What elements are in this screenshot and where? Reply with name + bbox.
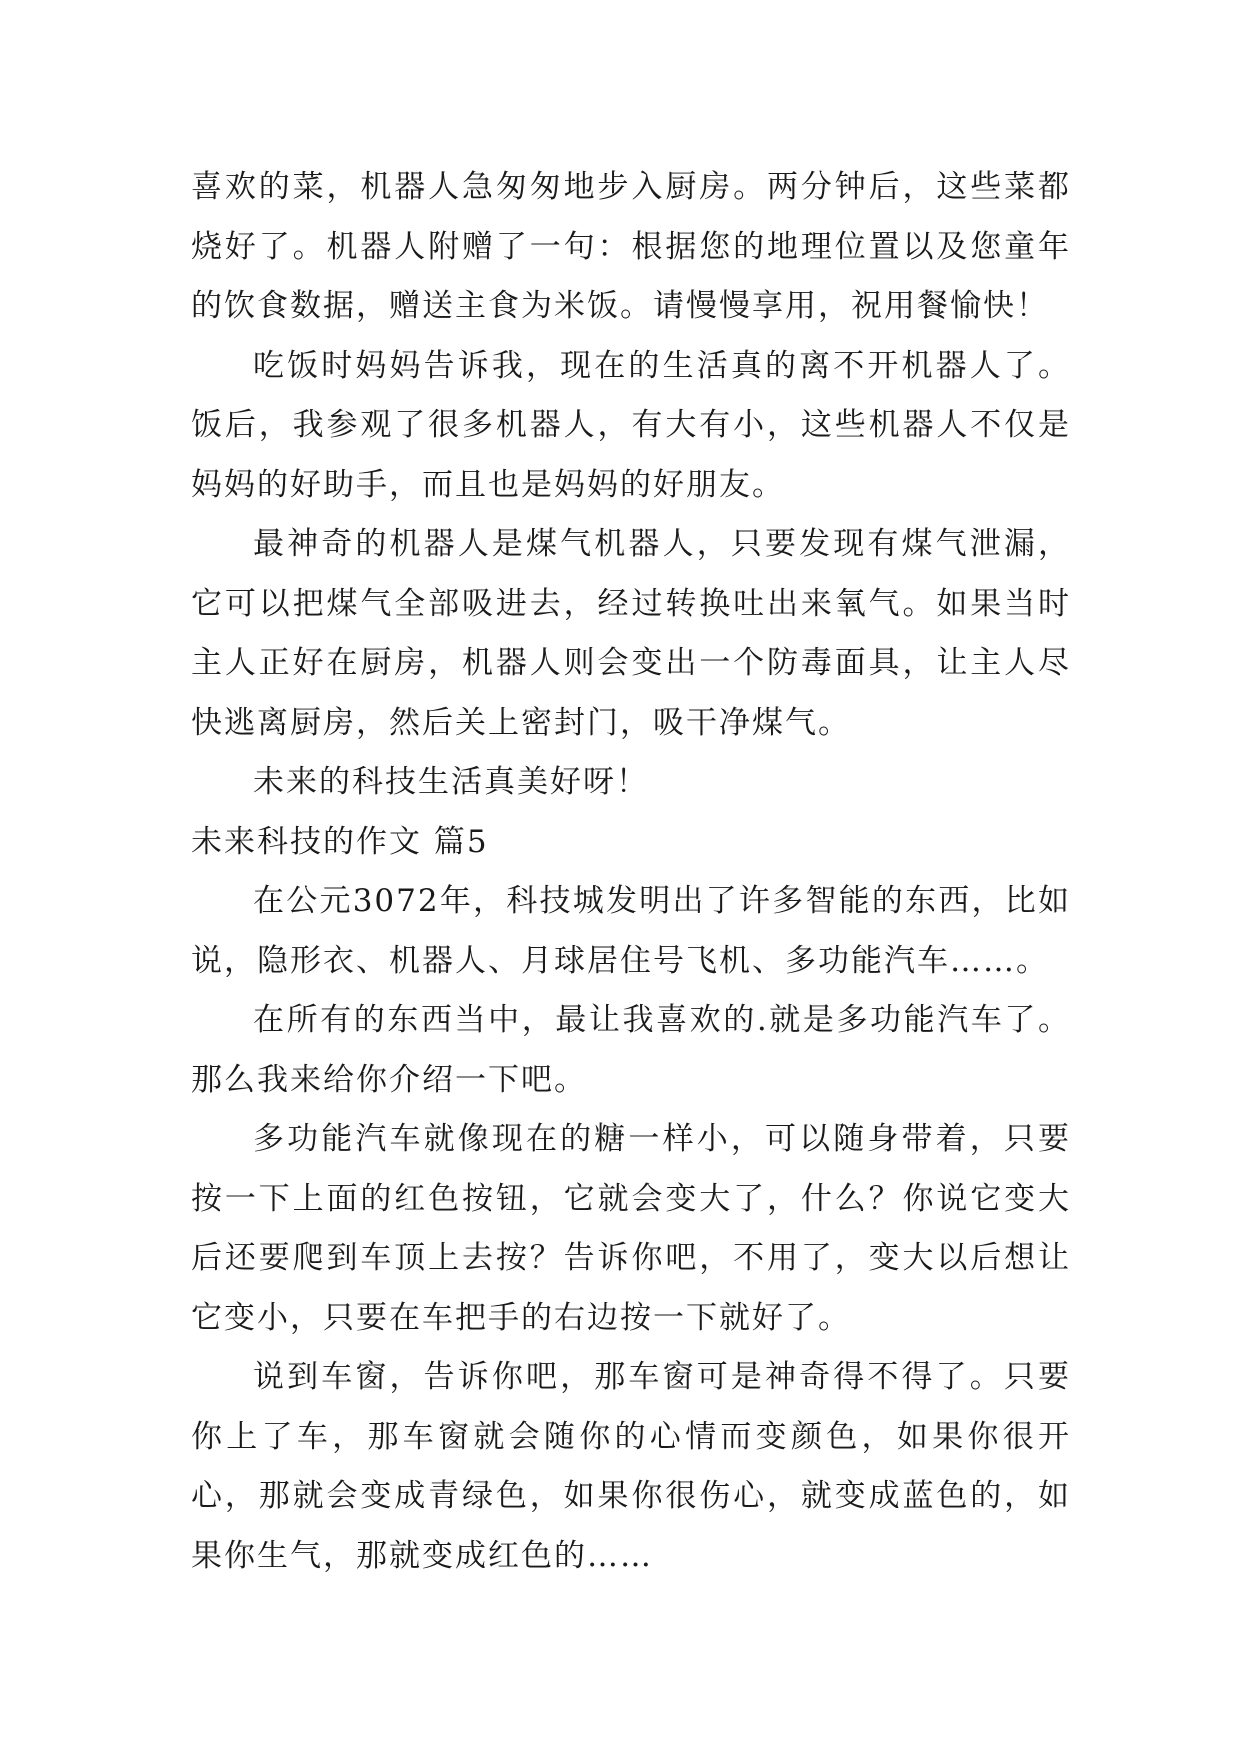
paragraph-continued: 喜欢的菜，机器人急匆匆地步入厨房。两分钟后，这些菜都烧好了。机器人附赠了一句：根据您的地理位置以及您童年的饮食数据，赠送主食为米饭。请慢慢享用，祝用餐愉快！ (191, 169, 1071, 324)
paragraph: 说到车窗，告诉你吧，那车窗可是神奇得不得了。只要你上了车，那车窗就会随你的心情而变颜色，如果你很开心，那就会变成青绿色，如果你很伤心，就变成蓝色的，如果你生气，那就变成红色的…… (191, 1359, 1071, 1574)
paragraph: 未来的科技生活真美好呀！ (253, 764, 649, 800)
paragraph: 最神奇的机器人是煤气机器人，只要发现有煤气泄漏，它可以把煤气全部吸进去，经过转换吐出来氧气。如果当时主人正好在厨房，机器人则会变出一个防毒面具，让主人尽快逃离厨房，然后关上密封门，吸干净煤气。 (191, 526, 1071, 741)
section-heading: 未来科技的作文 篇5 (191, 823, 489, 860)
paragraph: 在所有的东西当中，最让我喜欢的.就是多功能汽车了。那么我来给你介绍一下吧。 (191, 1002, 1071, 1098)
paragraph: 多功能汽车就像现在的糖一样小，可以随身带着，只要按一下上面的红色按钮，它就会变大了，什么？你说它变大后还要爬到车顶上去按？告诉你吧，不用了，变大以后想让它变小，只要在车把手的右边按一下就好了。 (191, 1121, 1071, 1336)
document-body (191, 158, 1071, 1586)
paragraph: 吃饭时妈妈告诉我，现在的生活真的离不开机器人了。饭后，我参观了很多机器人，有大有小，这些机器人不仅是妈妈的好助手，而且也是妈妈的好朋友。 (191, 347, 1071, 503)
paragraph: 在公元3072年，科技城发明出了许多智能的东西，比如说，隐形衣、机器人、月球居住号飞机、多功能汽车……。 (191, 883, 1071, 979)
